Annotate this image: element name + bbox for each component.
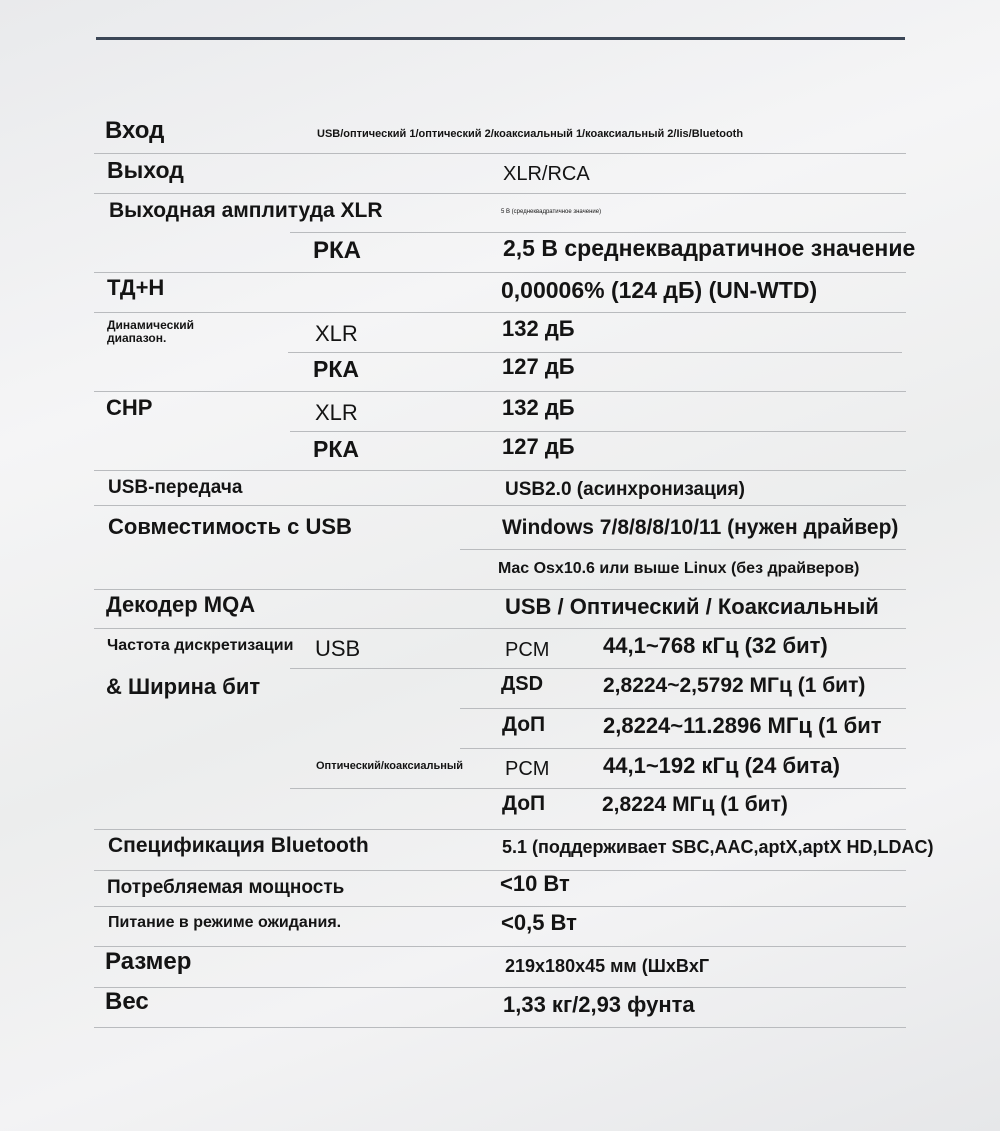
- thd-label: ТД+Н: [107, 275, 165, 300]
- row-divider: [290, 232, 906, 233]
- row-divider: [94, 272, 906, 273]
- opt-dop-format: ДоП: [502, 792, 546, 815]
- bluetooth-value: 5.1 (поддерживает SBC,AAC,aptX,aptX HD,LDAC): [502, 837, 934, 857]
- amplitude-rca-value: 2,5 В среднеквадратичное значение: [503, 235, 916, 261]
- row-divider: [94, 470, 906, 471]
- row-divider: [94, 906, 906, 907]
- power-value: <10 Вт: [500, 871, 570, 896]
- usb-dop-value: 2,8224~11.2896 МГц (1 бит: [603, 713, 882, 738]
- dynamic-range-rca-value: 127 дБ: [502, 354, 575, 379]
- row-divider: [460, 708, 906, 709]
- opt-dop-value: 2,8224 МГц (1 бит): [602, 793, 788, 816]
- amplitude-xlr-value: 5 В (среднеквадратичное значение): [501, 209, 602, 215]
- row-divider: [94, 589, 906, 590]
- standby-label: Питание в режиме ожидания.: [108, 914, 342, 931]
- sampling-label-2: & Ширина бит: [106, 674, 261, 699]
- usb-transfer-value: USB2.0 (асинхронизация): [505, 479, 745, 500]
- usb-transfer-label: USB-передача: [108, 477, 243, 498]
- output-value: XLR/RCA: [503, 163, 590, 185]
- usb-compat-value-1: Windows 7/8/8/8/10/11 (нужен драйвер): [502, 516, 899, 539]
- row-divider: [94, 628, 906, 629]
- sampling-optical-label: Оптический/коаксиальный: [316, 760, 464, 772]
- bluetooth-label: Спецификация Bluetooth: [108, 834, 369, 857]
- row-divider: [460, 748, 906, 749]
- snr-rca-value: 127 дБ: [502, 434, 575, 459]
- size-label: Размер: [105, 948, 192, 975]
- row-divider: [94, 505, 906, 506]
- size-value: 219x180x45 мм (ШxВxГ: [505, 956, 710, 976]
- row-divider: [94, 946, 906, 947]
- row-divider: [94, 193, 906, 194]
- dynamic-range-label: Динамический диапазон.: [107, 318, 195, 345]
- sampling-usb-label: USB: [315, 636, 361, 661]
- usb-pcm-format: PCM: [505, 639, 550, 661]
- row-divider: [94, 153, 906, 154]
- opt-pcm-format: PCM: [505, 758, 550, 780]
- dynamic-range-rca-label: РКА: [313, 356, 359, 382]
- row-divider: [94, 987, 906, 988]
- weight-value: 1,33 кг/2,93 фунта: [503, 992, 695, 1017]
- amplitude-label: Выходная амплитуда XLR: [109, 199, 383, 222]
- row-divider: [94, 312, 906, 313]
- amplitude-rca-label: РКА: [313, 237, 361, 264]
- sampling-label-1: Частота дискретизации: [107, 637, 294, 654]
- snr-rca-label: РКА: [313, 436, 359, 462]
- usb-dop-format: ДоП: [502, 713, 546, 736]
- standby-value: <0,5 Вт: [501, 910, 577, 935]
- row-divider: [94, 391, 906, 392]
- row-divider: [94, 829, 906, 830]
- usb-dsd-value: 2,8224~2,5792 МГц (1 бит): [603, 674, 866, 697]
- usb-compat-value-2: Mac Osx10.6 или выше Linux (без драйверов): [498, 560, 860, 577]
- snr-label: СНР: [106, 395, 153, 420]
- input-label: Вход: [105, 117, 165, 144]
- thd-value: 0,00006% (124 дБ) (UN-WTD): [501, 277, 818, 303]
- snr-xlr-value: 132 дБ: [502, 395, 575, 420]
- row-divider: [94, 1027, 906, 1028]
- usb-compat-label: Совместимость с USB: [108, 514, 352, 539]
- opt-pcm-value: 44,1~192 кГц (24 бита): [603, 753, 840, 778]
- dynamic-range-xlr-value: 132 дБ: [502, 316, 575, 341]
- weight-label: Вес: [105, 988, 149, 1015]
- power-label: Потребляемая мощность: [107, 877, 345, 898]
- row-divider: [290, 668, 906, 669]
- mqa-label: Декодер MQA: [106, 592, 256, 617]
- output-label: Выход: [107, 157, 184, 183]
- row-divider: [290, 431, 906, 432]
- usb-pcm-value: 44,1~768 кГц (32 бит): [603, 633, 828, 658]
- input-value: USB/оптический 1/оптический 2/коаксиальный 1/коаксиальный 2/Iis/Bluetooth: [317, 128, 744, 140]
- top-divider: [96, 37, 905, 40]
- row-divider: [460, 549, 906, 550]
- mqa-value: USB / Оптический / Коаксиальный: [505, 594, 879, 619]
- row-divider: [290, 788, 906, 789]
- usb-dsd-format: ДSD: [501, 673, 544, 695]
- snr-xlr-label: XLR: [315, 400, 358, 425]
- row-divider: [288, 352, 902, 353]
- dynamic-range-xlr-label: XLR: [315, 321, 358, 346]
